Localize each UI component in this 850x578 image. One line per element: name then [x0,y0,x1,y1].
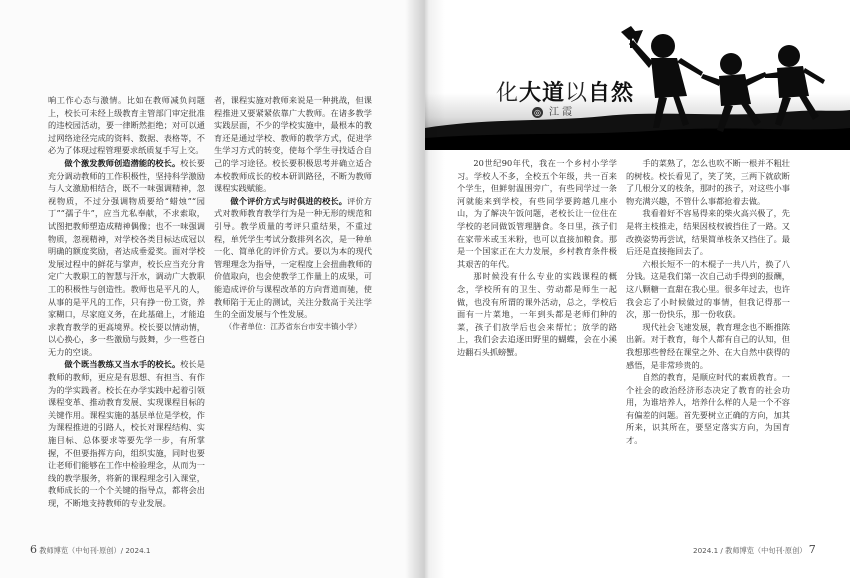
paragraph [626,157,790,207]
paragraph [626,207,790,257]
paragraph-text: 校长是教师的教师，更应是有思想、有担当、有作为的学实践者。校长在办学实践中起着引领课程变革、推动教育发展、实现课程目标的关键作用。课程实施的基层单位是学校，作为课程推进的引路人，校长对课程结构、实施目标、总体要求等要先学一步，有所掌握，不但要指挥方向，组织实施，同时也要让老师们能够在工作中检验理念，从而为一线的教学服务，将新的课程理念引入课堂，教师成长的一个个关键的指导点，都将会出现，不断地支持教师的专业发展。 [48,359,205,508]
title-part-4: 自然 [588,81,635,106]
section-heading: 做个激发教师创造潜能的校长。 [64,157,181,168]
paragraph-text: 我看着好不容易得来的柴火高兴极了，先是将主枝推走，结果因枝杈被挡住了一路。又改换姿势再尝试，结果简单枝条又挡住了。最后还是直接拖回去了。 [626,208,790,257]
author-name: 江 霞 [549,107,573,118]
section-heading: 做个评价方式与时俱进的校长。 [230,195,348,206]
paragraph [48,94,205,157]
paragraph [626,258,790,321]
author-affiliation: （作者单位：江苏省东台市安丰镇小学） [224,321,362,331]
right-footer [693,543,816,556]
left-footer [30,543,151,556]
paragraph-text: 校长要充分调动教师的工作积极性，坚持科学激励与人文激励相结合，既不一味强调精神，忽视物质，不过分强调物质要给“蜡烛”“园丁”“孺子牛”，应当尤私奉献，不求索取，试图把教师塑造成精神偶像；也不一味强调物质，忽视精神，对学校各类目标达成冠以明确的额度奖励，者达成垂爱奖。面对学校发展过程中的鲜花与掌声，校长应当充分肯定广大教职工的智慧与汗水，调动广大教职工的积极性与创造性。教师也是平凡的人，从事的是平凡的工作，只有挣一份工资，养家糊口，尽家庭义务，在此基础上，才能追求教育教学的更高境界。校长要以情动情，以心换心，多一些激励与鼓舞，少一些苍白无力的空谈。 [48,157,205,357]
paragraph [457,157,617,270]
title-part-3: 以 [565,81,589,106]
paragraph [48,157,205,359]
paragraph-text: 者，课程实施对教师来说是一种挑战，但课程推进又要紧紧依靠广大教师。在诸多教学实践层面，不少的学校实施中，最根本的教育还是通过学校、教师的教学方式，促进学生学习方式的转变，使每个学生寻找适合自己的学习途径。校长要积极思考并确立适合本校教师成长的校本研训路径，不断为教师课程实践赋能。 [214,95,372,194]
paragraph-text: 20世纪90年代，我在一个乡村小学学习。学校人不多，全校五个年级，共一百来个学生，但鲜射温围旁广，有些同学过一条河就能来到学校，有些同学要跨越几座小山，为了解决午饭问题，老校长让一位住在学校的老同做饭管理膳食。冬日里，孩子们在家带米或玉米粉，也可以直接加粮食。那是一个国家正在大力发展，乡村教育条件极其艰苦的年代。 [457,158,617,269]
paragraph [214,195,372,321]
right-page [425,0,850,578]
paragraph [48,358,205,509]
title-part-2: 大道 [519,81,566,106]
page-gutter [405,0,445,578]
left-footer-text: 教师博览（中旬刊·原创）/ 2024.1 [39,546,151,555]
right-column-2 [626,157,790,447]
paragraph [214,94,372,195]
silhouette-banner-illustration [425,0,850,150]
paragraph [626,371,790,447]
paragraph [457,270,617,358]
left-page-number: 6 [30,543,37,556]
section-heading: 做个既当教练又当水手的校长。 [64,359,181,370]
paragraph-text: 六根长短不一的木棍子一共八片，换了八分钱。这是我们第一次自己动手得到的报酬，这八颗糖一直甜在我心里。很多年过去，也许我会忘了小时候做过的事情，但我记得那一次，那一份快乐，那一份收获。 [626,258,790,320]
paragraph-text: 那时候没有什么专业的实践课程的概念，学校所有的卫生、劳动都是师生一起做，也没有所谓的课外活动，总之，学校后面有一片菜地，一年到头都是老师们种的菜，孩子们放学后也会来帮忙；放学的路上，我们会去追逐田野里的蝴蝶，会在小溪边翻石头抓螃蟹。 [457,271,617,357]
right-column-1 [457,157,617,359]
paragraph-text: 响工作心态与激情。比如在教师减负问题上，校长可未经上级教育主管部门审定批准的违校园活动，要一律断然拒绝；对可以通过网络途径完成的资料、数据、表格等，不必为了体现过程管理要求纸质复手写上交。 [48,95,205,156]
paragraph-text: 手的菜熟了，怎么也吹不断一根并不粗壮的树枝。校长看见了，笑了笑，三两下就砍断了几根分叉的枝条，那时的孩子，对这些小事物充满兴趣，不管什么事都抢着去做。 [626,158,790,206]
paragraph [626,321,790,371]
right-page-number: 7 [808,543,816,556]
paragraph-text: 现代社会飞速发展，教育理念也不断推陈出新。对于教育，每个人都有自己的认知，但我想那些曾经在课堂之外、在大自然中获得的感悟，是非常珍贵的。 [626,321,790,370]
author-mark-icon: ◎ [532,107,543,118]
left-column-2 [214,94,372,333]
right-footer-text: 2024.1 / 教师博览（中旬刊·原创） [693,546,807,555]
title-part-1: 化 [496,81,520,106]
paragraph-text: 评价方式对教师教育教学行为是一种无形的规范和引导。教学质量的考评只重结果，不重过程，单凭学生考试分数排列名次，是一种单一化、简单化的评价方式。要以为本的现代管理理念为指导，一定程度上会扭曲教师的价值取向，也会使教学工作量上的成果，可能造成评价与课程改革的方向背道而驰，使教师陷于无止的测试，关注分数高于关注学生的全面发展与个性发展。 [214,195,372,320]
left-column-1 [48,94,205,510]
paragraph-text: 自然的教育，是顺应时代的素质教育。一个社会的政治经济形态决定了教育的社会功用，为谁培养人，培养什么样的人是一个不容有偏差的问题。首先要树立正确的方向，加其所来，识其所在，要坚定落实方向，为国育才。 [626,372,790,446]
article-author [532,103,572,118]
